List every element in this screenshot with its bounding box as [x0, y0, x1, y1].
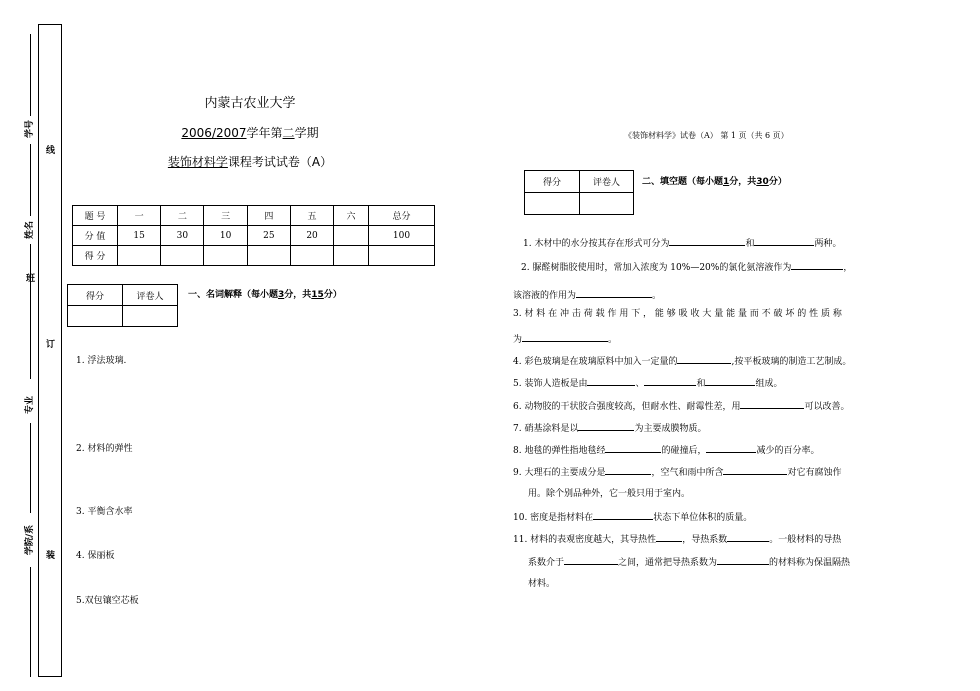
q-text: 。一般材料的导热 — [769, 535, 842, 545]
binding-line-4 — [30, 423, 31, 513]
answer-blank[interactable] — [587, 376, 635, 386]
q-text: 7. 硝基涂料是以 — [513, 424, 579, 434]
q-text: ，导热系数 — [682, 535, 728, 545]
score-value: 100 — [368, 226, 434, 246]
binding-line-3 — [30, 244, 31, 379]
score-table-col: 六 — [334, 206, 369, 226]
q-text: 两种。 — [814, 239, 842, 249]
q-text: 的碰撞后， — [661, 446, 707, 456]
score-table-col: 一 — [118, 206, 161, 226]
q-text: 系数介于 — [528, 558, 565, 568]
answer-blank[interactable] — [677, 354, 731, 364]
binding-frame — [38, 24, 62, 677]
score-table-col: 四 — [247, 206, 290, 226]
score-earned-cell[interactable] — [161, 246, 204, 266]
fill-question-7 — [513, 421, 706, 435]
answer-blank[interactable] — [576, 288, 652, 298]
grader-name-cell[interactable] — [123, 306, 178, 327]
binding-label-class: 班 — [26, 274, 36, 284]
fill-question-1 — [523, 236, 841, 250]
definition-item: 1. 浮法玻璃. — [76, 356, 127, 366]
academic-year: 2006/2007 — [181, 126, 247, 140]
q-text: 9. 大理石的主要成分是 — [513, 468, 606, 478]
score-value: 10 — [204, 226, 247, 246]
score-table-col: 三 — [204, 206, 247, 226]
exam-title — [110, 153, 390, 170]
q-text: 和 — [696, 379, 706, 389]
section1-per: 3 — [278, 290, 285, 300]
fill-question-8 — [513, 443, 819, 457]
year-suffix: 学年第 — [246, 126, 283, 140]
section2-title-prefix: 二、填空题（每小题 — [642, 177, 724, 187]
score-earned-cell[interactable] — [204, 246, 247, 266]
answer-blank[interactable] — [669, 236, 745, 246]
score-table-header: 题 号 — [73, 206, 118, 226]
answer-blank[interactable] — [644, 376, 696, 386]
binding-mark-staple: 订 — [46, 340, 56, 350]
course-name: 装饰材料学 — [167, 155, 228, 169]
score-earned-cell[interactable] — [118, 246, 161, 266]
binding-label-name: 姓名 — [25, 221, 35, 240]
section1-title — [188, 287, 342, 300]
fill-question-4 — [513, 354, 851, 368]
answer-blank[interactable] — [791, 260, 843, 270]
q-text: 2. 脲醛树脂胶使用时，常加入浓度为 10%—20%的氯化氨溶液作为 — [521, 263, 792, 273]
q-text: 5. 装饰人造板是由 — [513, 379, 588, 389]
q-text: 8. 地毯的弹性指地毯经 — [513, 446, 606, 456]
section2-mid: 分，共 — [729, 177, 757, 187]
answer-blank[interactable] — [727, 532, 769, 542]
definition-item: 2. 材料的弹性 — [76, 444, 133, 454]
score-value: 25 — [247, 226, 290, 246]
score-table-header: 得 分 — [73, 246, 118, 266]
score-value — [334, 226, 369, 246]
fill-question-5 — [513, 376, 783, 390]
answer-blank[interactable] — [705, 376, 755, 386]
grader-score-cell[interactable] — [68, 306, 123, 327]
answer-blank[interactable] — [593, 510, 653, 520]
binding-label-student-id: 学号 — [25, 120, 35, 139]
q-text: 减少的百分率。 — [756, 446, 820, 456]
q-text: 为主要成膜物质。 — [634, 424, 707, 434]
grader-box-section1 — [67, 284, 178, 327]
score-value: 20 — [290, 226, 333, 246]
fill-question-10 — [513, 510, 752, 524]
answer-blank[interactable] — [522, 332, 608, 342]
binding-mark-line: 线 — [46, 146, 56, 156]
score-earned-cell[interactable] — [334, 246, 369, 266]
answer-blank[interactable] — [706, 443, 756, 453]
fill-question-9 — [513, 465, 841, 479]
grader-score-label: 得分 — [68, 285, 123, 306]
grader-name-label: 评卷人 — [123, 285, 178, 306]
section2-per: 1 — [723, 177, 730, 187]
q-text: 的材料称为保温隔热 — [769, 558, 851, 568]
answer-blank[interactable] — [717, 555, 769, 565]
fill-question-3: 3. 材 料 在 冲 击 荷 载 作 用 下 ， 能 够 吸 收 大 量 能 量 而 不 破 坏 的 性 质 称 — [513, 309, 842, 319]
fill-question-2 — [521, 260, 852, 274]
score-earned-cell[interactable] — [247, 246, 290, 266]
q-text: ， — [843, 263, 853, 273]
page-header: 《装饰材料学》试卷（A） 第 1 页（共 6 页） — [624, 131, 789, 140]
score-table-col: 二 — [161, 206, 204, 226]
q-text: 为 — [513, 335, 523, 345]
score-value: 15 — [118, 226, 161, 246]
binding-line-2 — [30, 144, 31, 216]
answer-blank[interactable] — [605, 443, 661, 453]
section2-total: 30 — [756, 177, 769, 187]
grader-box-section2 — [524, 170, 634, 215]
university-name: 内蒙古农业大学 — [204, 96, 296, 111]
term-suffix: 学期 — [294, 126, 319, 140]
q-text: 之间，通常把导热系数为 — [618, 558, 718, 568]
fill-question-11c: 材料。 — [528, 579, 556, 589]
q-text: 1. 木材中的水分按其存在形式可分为 — [523, 239, 670, 249]
q-text: 该溶液的作用为 — [513, 291, 577, 301]
section2-suffix: 分） — [768, 177, 787, 187]
answer-blank[interactable] — [605, 465, 651, 475]
fill-question-9b: 用。除个别品种外，它一般只用于室内。 — [528, 489, 691, 499]
grader-name-cell[interactable] — [580, 193, 634, 215]
score-earned-cell[interactable] — [368, 246, 434, 266]
score-value: 30 — [161, 226, 204, 246]
q-text: 和 — [745, 239, 755, 249]
section2-title — [642, 174, 787, 187]
q-text: 可以改善。 — [804, 402, 850, 412]
grader-score-cell[interactable] — [525, 193, 580, 215]
term-line — [120, 124, 380, 141]
grader-score-label: 得分 — [525, 171, 580, 193]
answer-blank[interactable] — [740, 399, 804, 409]
q-text: 。 — [652, 291, 662, 301]
answer-blank[interactable] — [564, 555, 618, 565]
score-table-header: 分 值 — [73, 226, 118, 246]
answer-blank[interactable] — [754, 236, 814, 246]
binding-mark-bind: 装 — [46, 551, 56, 561]
score-table-col: 五 — [290, 206, 333, 226]
q-text: 10. 密度是指材料在 — [513, 513, 594, 523]
q-text: 11. 材料的表观密度越大，其导热性 — [513, 535, 657, 545]
answer-blank[interactable] — [656, 532, 682, 542]
definition-item: 3. 平衡含水率 — [76, 507, 133, 517]
fill-question-2b — [513, 288, 661, 302]
binding-label-major: 专业 — [25, 396, 35, 415]
answer-blank[interactable] — [723, 465, 787, 475]
section1-mid: 分，共 — [284, 290, 312, 300]
q-text: ，空气和雨中所含 — [651, 468, 724, 478]
section1-title-prefix: 一、名词解释（每小题 — [188, 290, 279, 300]
q-text: 状态下单位体积的质量。 — [653, 513, 753, 523]
binding-label-college: 学院/系 — [25, 524, 35, 556]
q-text: ,按平板玻璃的制造工艺制成。 — [731, 357, 852, 367]
term-number: 二 — [282, 126, 295, 140]
q-text: 6. 动物胶的干状胶合强度较高，但耐水性、耐霉性差，用 — [513, 402, 741, 412]
definition-item: 4. 保丽板 — [76, 551, 115, 561]
q-text: 。 — [608, 335, 618, 345]
fill-question-6 — [513, 399, 849, 413]
q-text: 、 — [635, 379, 645, 389]
q-text: 对它有腐蚀作 — [787, 468, 842, 478]
score-earned-cell[interactable] — [290, 246, 333, 266]
binding-line-top — [30, 34, 31, 116]
answer-blank[interactable] — [578, 421, 634, 431]
definition-item: 5.双包镶空芯板 — [76, 596, 139, 606]
exam-suffix: 课程考试试卷（A） — [227, 155, 333, 169]
fill-question-3b — [513, 332, 617, 346]
binding-line-bottom — [30, 567, 31, 677]
section1-total: 15 — [311, 290, 324, 300]
q-text: 组成。 — [755, 379, 783, 389]
score-table-col: 总分 — [368, 206, 434, 226]
score-table — [72, 205, 435, 266]
q-text: 4. 彩色玻璃是在玻璃原料中加入一定量的 — [513, 357, 678, 367]
grader-name-label: 评卷人 — [580, 171, 634, 193]
fill-question-11 — [513, 532, 841, 546]
fill-question-11b — [528, 555, 850, 569]
section1-suffix: 分） — [323, 290, 342, 300]
